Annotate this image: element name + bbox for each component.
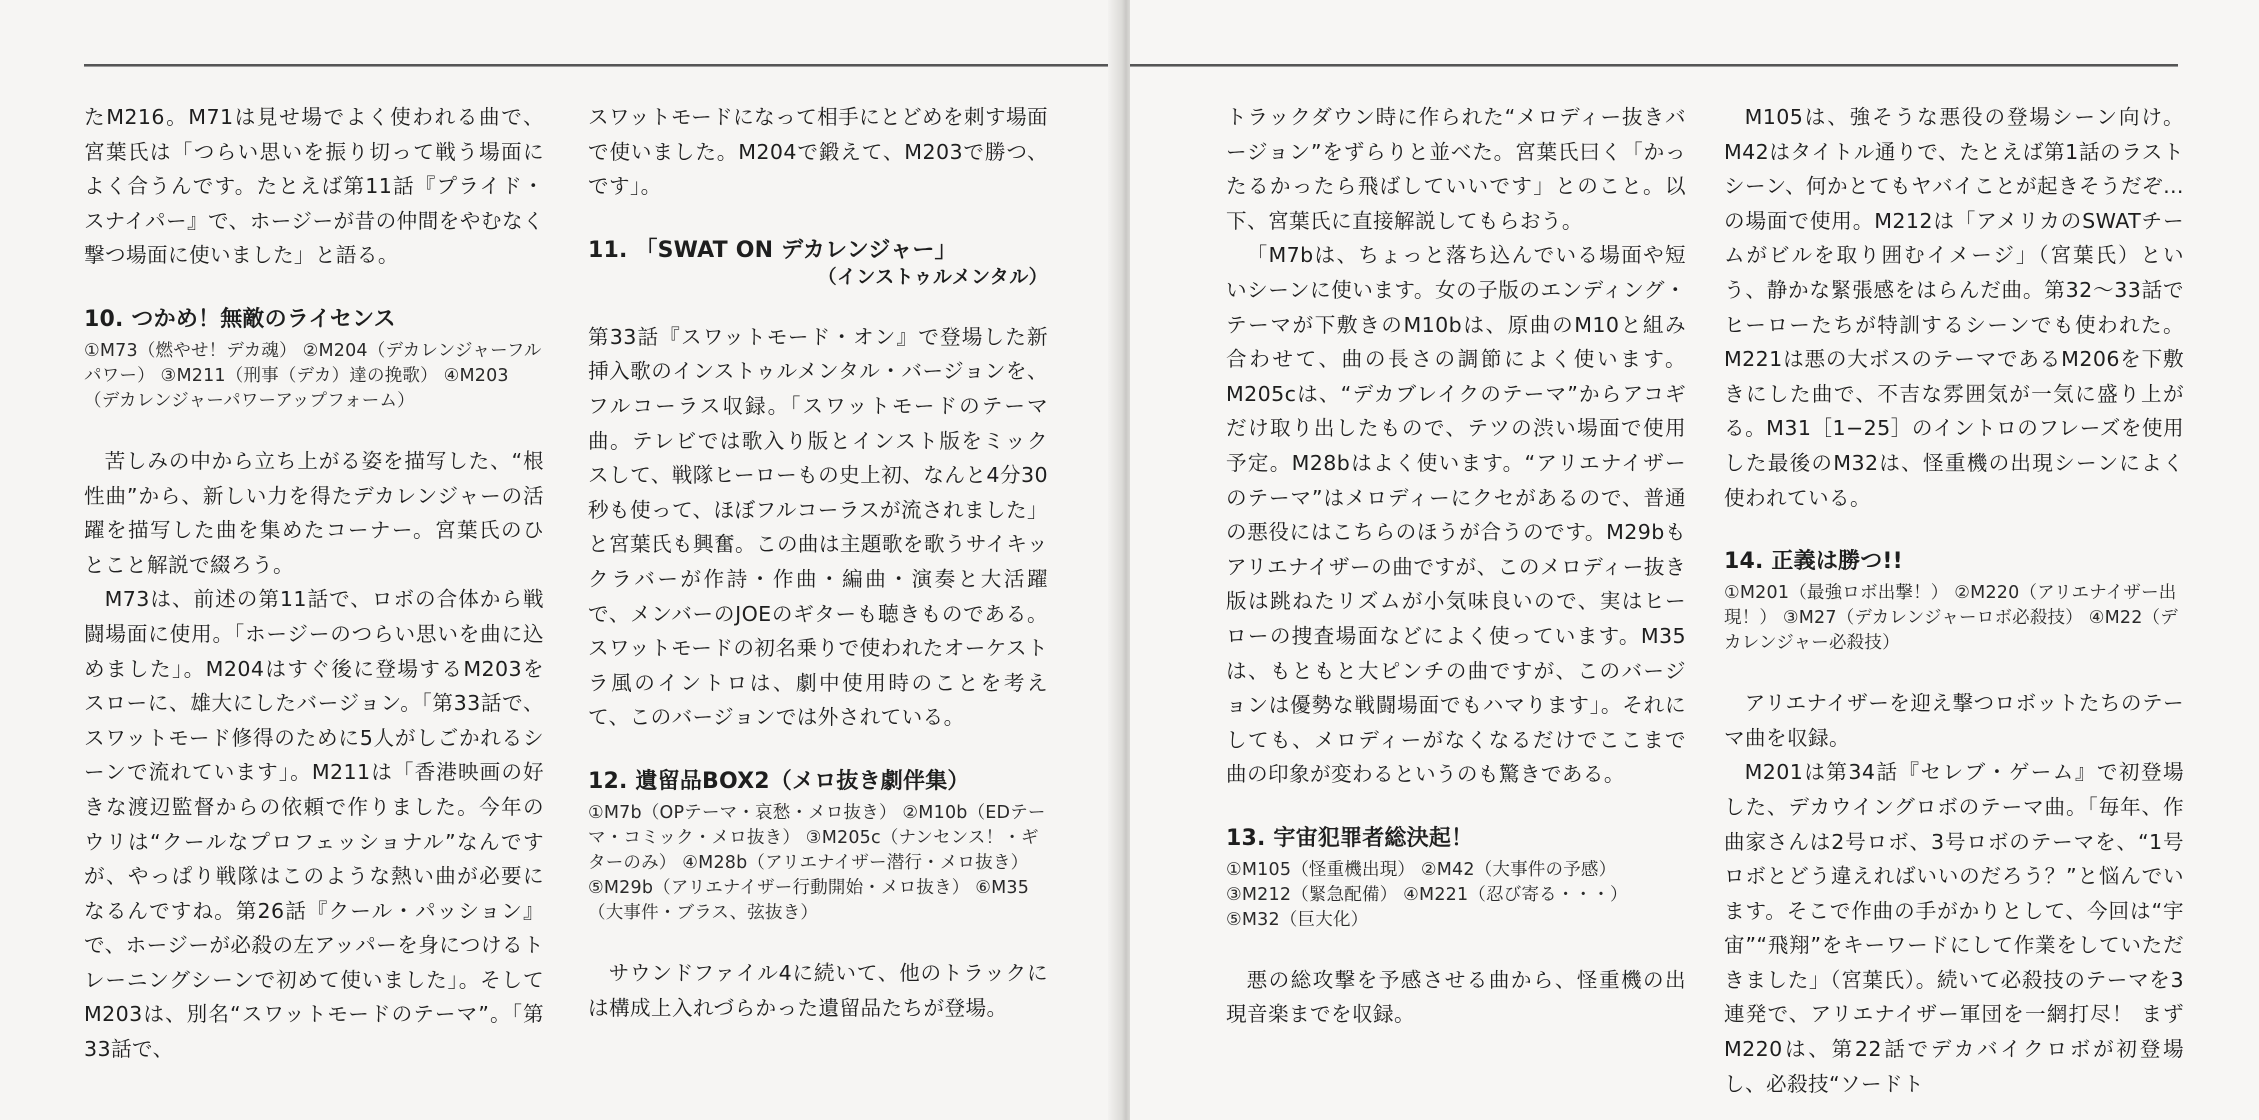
right-column-2 — [1724, 100, 2184, 1101]
paragraph: アリエナイザーを迎え撃つロボットたちのテーマ曲を収録。 — [1724, 691, 2184, 750]
paragraph: M201は第34話『セレブ・ゲーム』で初登場した、デカウイングロボのテーマ曲。「毎年、作曲家さんは2号ロボ、3号ロボのテーマを、“1号ロボとどう違えればいいのだろう？”と悩んでいます。そこで作曲の手がかりとして、今回は“宇宙”“飛翔”をキーワードにして作業をしていただきました」（宮葉氏）。続いて必殺技のテーマを3連発で、アリエナイザー軍団を一網打尽！ まずM220は、第22話でデカバイクロボが初登場し、必殺技“ソードト — [1724, 760, 2184, 1096]
right-column-1 — [1226, 100, 1686, 1032]
left-page — [0, 0, 1120, 1120]
paragraph: 苦しみの中から立ち上がる姿を描写した、“根性曲”から、新しい力を得たデカレンジャーの活躍を描写した曲を集めたコーナー。宮葉氏のひとこと解説で綴ろう。 — [84, 448, 544, 577]
paragraph: サウンドファイル4に続いて、他のトラックには構成上入れづらかった遺留品たちが登場。 — [588, 960, 1048, 1020]
section-heading-13: 13. 宇宙犯罪者総決起！ — [1226, 825, 1474, 851]
track-list-13: ①M105（怪重機出現） ②M42（大事件の予感） ③M212（緊急配備） ④M221（忍び寄る・・・） ⑤M32（巨大化） — [1226, 859, 1628, 930]
right-page — [1130, 0, 2259, 1120]
paragraph: 「M7bは、ちょっと落ち込んでいる場面や短いシーンに使います。女の子版のエンディング・テーマが下敷きのM10bは、原曲のM10と組み合わせて、曲の長さの調節によく使います。M205cは、“デカブレイクのテーマ”からアコギだけ取り出したもので、テツの渋い場面で使用予定。M28bはよく使います。“アリエナイザーのテーマ”はメロディーにクセがあるので、普通の悪役にはこちらのほうが合うのです。M29bもアリエナイザーの曲ですが、このメロディー抜き版は跳ねたリズムが小気味良いので、実はヒーローの捜査場面などによく使っています。M35は、もともと大ピンチの曲ですが、このバージョンは優勢な戦闘場面でもハマります」。それにしても、メロディーがなくなるだけでここまで曲の印象が変わるというのも驚きである。 — [1226, 243, 1686, 787]
paragraph: 第33話『スワットモード・オン』で登場した新挿入歌のインストゥルメンタル・バージョンを、フルコーラス収録。「スワットモードのテーマ曲。テレビでは歌入り版とインスト版をミックスして、戦隊ヒーローもの史上初、なんと4分30秒も使って、ほぼフルコーラスが流されました」と宮葉氏も興奮。この曲は主題歌を歌うサイキックラバーが作詩・作曲・編曲・演奏と大活躍で、メンバーのJOEのギターも聴きものである。スワットモードの初名乗りで使われたオーケストラ風のイントロは、劇中使用時のことを考えて、このバージョンでは外されている。 — [588, 324, 1049, 730]
left-column-2 — [588, 100, 1048, 1025]
paragraph: スワットモードになって相手にとどめを刺す場面で使いました。M204で鍛えて、M203で勝つ、です」。 — [588, 105, 1049, 199]
paragraph: M105は、強そうな悪役の登場シーン向け。M42はタイトル通りで、たとえば第1話のラストシーン、何かとてもヤバイことが起きそうだぞ…の場面で使用。M212は「アメリカのSWATチームがビルを取り囲むイメージ」（宮葉氏）という、静かな緊張感をはらんだ曲。第32〜33話でヒーローたちが特訓するシーンでも使われた。M221は悪の大ボスのテーマであるM206を下敷きにした曲で、不吉な雰囲気が一気に盛り上がる。M31［1−25］のイントロのフレーズを使用した最後のM32は、怪重機の出現シーンによく使われている。 — [1724, 105, 2184, 510]
section-heading-12: 12. 遺留品BOX2（メロ抜き劇伴集） — [588, 768, 970, 794]
header-rule-left — [84, 64, 1108, 67]
paragraph: たM216。M71は見せ場でよく使われる曲で、宮葉氏は「つらい思いを振り切って戦う場面によく合うんです。たとえば第11話『プライド・スナイパー』で、ホージーが昔の仲間をやむなく撃つ場面に使いました」と語る。 — [84, 105, 544, 268]
paragraph: トラックダウン時に作られた“メロディー抜きバージョン”をずらりと並べた。宮葉氏曰く「かったるかったら飛ばしていいです」とのこと。以下、宮葉氏に直接解説してもらおう。 — [1226, 105, 1686, 233]
left-column-1 — [84, 100, 544, 1067]
section-heading-14: 14. 正義は勝つ!! — [1724, 549, 1903, 575]
paragraph: 悪の総攻撃を予感させる曲から、怪重機の出現音楽までを収録。 — [1226, 967, 1686, 1027]
track-list-10: ①M73（燃やせ！デカ魂） ②M204（デカレンジャーフルパワー） ③M211（刑事（デカ）達の挽歌） ④M203（デカレンジャーパワーアップフォーム） — [84, 340, 542, 411]
paragraph: M73は、前述の第11話で、ロボの合体から戦闘場面に使用。「ホージーのつらい思いを曲に込めました」。M204はすぐ後に登場するM203をスローに、雄大にしたバージョン。「第33話で、スワットモード修得のために5人がしごかれるシーンで流れています」。M211は「香港映画の好きな渡辺監督からの依頼で作りました。今年のウリは“クールなプロフェッショナル”なんですが、やっぱり戦隊はこのような熱い曲が必要になるんですね。第26話『クール・パッション』で、ホージーが必殺の左アッパーを身につけるトレーニングシーンで初めて使いました」。そしてM203は、別名“スワットモードのテーマ”。「第33話で、 — [84, 587, 544, 1062]
section-heading-11: 11. 「SWAT ON デカレンジャー」 — [588, 237, 957, 263]
track-list-14: ①M201（最強ロボ出撃！） ②M220（アリエナイザー出現！） ③M27（デカレンジャーロボ必殺技） ④M22（デカレンジャー必殺技） — [1724, 583, 2178, 654]
track-list-12: ①M7b（OPテーマ・哀愁・メロ抜き） ②M10b（EDテーマ・コミック・メロ抜き） ③M205c（ナンセンス！・ギターのみ） ④M28b（アリエナイザー潜行・メロ抜き） ⑤M29b（アリエナイザー行動開始・メロ抜き） ⑥M35（大事件・ブラス、弦抜き） — [588, 802, 1046, 923]
section-heading-10: 10. つかめ！無敵のライセンス — [84, 306, 396, 332]
section-subtitle-11: （インストゥルメンタル） — [817, 265, 1048, 288]
header-rule-right — [1130, 64, 2178, 67]
